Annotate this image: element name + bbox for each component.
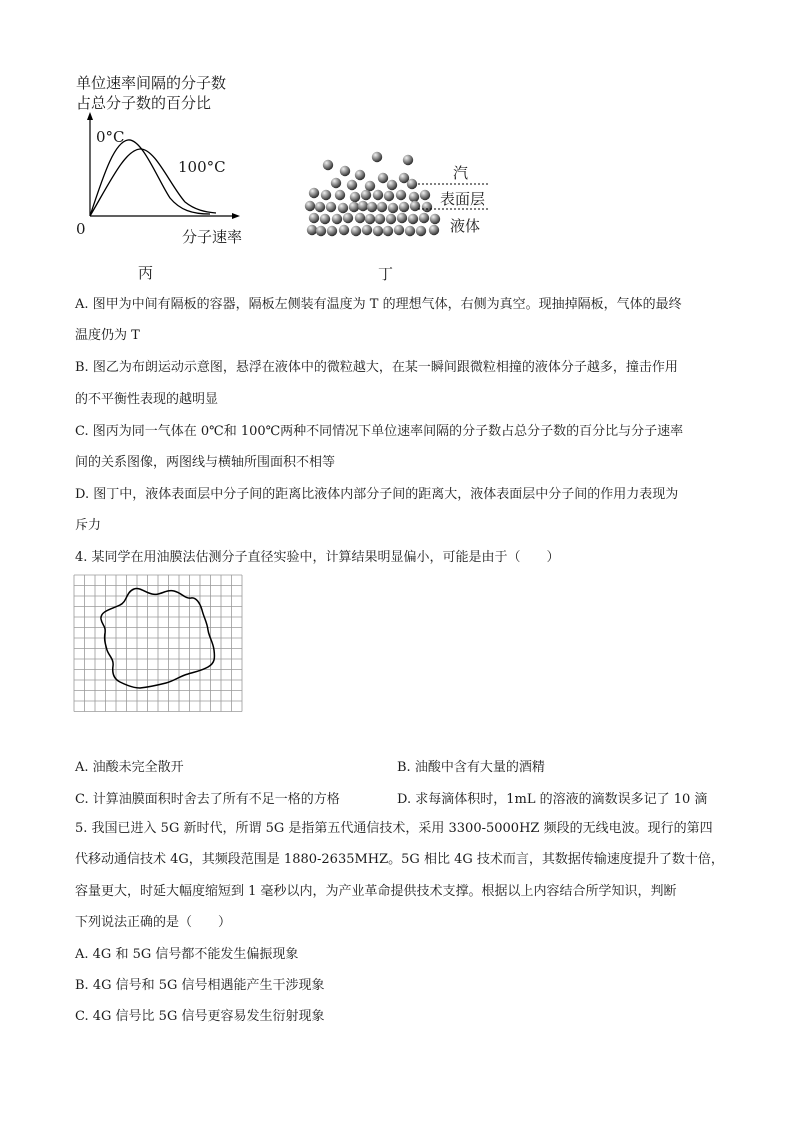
q5-option-b: B. 4G 信号和 5G 信号相遇能产生干涉现象 xyxy=(75,978,325,993)
figure-caption-ding: 丁 xyxy=(378,265,394,283)
q3-option-b-line2: 的不平衡性表现的越明显 xyxy=(75,392,219,407)
molecule xyxy=(403,155,413,165)
q3-option-c-line2: 间的关系图像，两图线与横轴所围面积不相等 xyxy=(75,455,336,470)
molecule xyxy=(386,214,396,224)
molecule xyxy=(321,190,331,200)
molecule xyxy=(422,202,432,212)
molecule xyxy=(361,190,371,200)
q5-stem-line1: 5. 我国已进入 5G 新时代，所谓 5G 是指第五代通信技术，采用 3300-5000HZ 频段的无线电波。现行的第四 xyxy=(75,821,713,836)
figure-bing xyxy=(70,70,270,285)
molecule xyxy=(355,170,365,180)
q4-option-a: A. 油酸未完全散开 xyxy=(75,760,184,775)
molecule xyxy=(378,173,388,183)
molecule xyxy=(399,202,409,212)
grid-lines xyxy=(74,575,242,712)
q3-option-b-line1: B. 图乙为布朗运动示意图，悬浮在液体中的微粒越大，在某一瞬间跟微粒相撞的液体分子越多，撞击作用 xyxy=(75,360,678,375)
molecule xyxy=(416,226,426,236)
x-axis-arrow xyxy=(232,213,240,219)
molecule xyxy=(372,152,382,162)
molecule xyxy=(320,214,330,224)
molecule xyxy=(407,179,417,189)
molecule xyxy=(397,213,407,223)
curve-0c xyxy=(90,140,210,216)
molecule xyxy=(419,213,429,223)
y-axis-title-line2: 占总分子数的百分比 xyxy=(76,94,212,112)
molecule xyxy=(326,202,336,212)
molecule xyxy=(349,202,359,212)
q4-option-b: B. 油酸中含有大量的酒精 xyxy=(397,760,545,775)
molecule xyxy=(410,201,420,211)
molecule xyxy=(388,203,398,213)
molecule xyxy=(384,191,394,201)
q5-option-c: C. 4G 信号比 5G 信号更容易发生衍射现象 xyxy=(75,1009,325,1024)
molecule-group xyxy=(305,152,440,236)
molecule xyxy=(350,192,360,202)
molecule xyxy=(339,225,349,235)
x-axis-label: 分子速率 xyxy=(182,228,243,246)
q3-option-d-line1: D. 图丁中，液体表面层中分子间的距离比液体内部分子间的距离大，液体表面层中分子间的作用力表现为 xyxy=(75,487,679,502)
molecule xyxy=(343,213,353,223)
y-axis-title-line1: 单位速率间隔的分子数 xyxy=(76,74,227,92)
molecule xyxy=(377,202,387,212)
molecule xyxy=(365,181,375,191)
molecule xyxy=(305,201,315,211)
molecule xyxy=(327,226,337,236)
q4-option-c: C. 计算油膜面积时舍去了所有不足一格的方格 xyxy=(75,792,340,807)
molecule xyxy=(338,203,348,213)
molecule xyxy=(358,201,368,211)
molecule xyxy=(307,225,317,235)
q4-stem: 4. 某同学在用油膜法估测分子直径实验中，计算结果明显偏小，可能是由于（ ） xyxy=(75,550,560,565)
molecule xyxy=(408,214,418,224)
molecule xyxy=(323,160,333,170)
q5-option-a: A. 4G 和 5G 信号都不能发生偏振现象 xyxy=(75,947,299,962)
molecule xyxy=(373,226,383,236)
vapor-label: 汽 xyxy=(453,164,469,182)
molecule xyxy=(387,180,397,190)
molecule xyxy=(309,188,319,198)
molecule xyxy=(396,190,406,200)
molecule xyxy=(355,213,365,223)
molecule xyxy=(315,202,325,212)
molecule xyxy=(383,226,393,236)
q5-stem-line4: 下列说法正确的是（ ） xyxy=(75,915,232,930)
molecule xyxy=(405,226,415,236)
molecule xyxy=(340,166,350,176)
molecule xyxy=(365,214,375,224)
origin-label: 0 xyxy=(76,220,86,238)
oil-film-grid xyxy=(74,575,244,715)
molecule xyxy=(367,202,377,212)
molecule xyxy=(362,225,372,235)
liquid-label: 液体 xyxy=(450,217,481,235)
figure-ding xyxy=(300,145,500,285)
curve-100c-label: 100°C xyxy=(178,158,226,176)
q4-option-d: D. 求每滴体积时，1mL 的溶液的滴数误多记了 10 滴 xyxy=(397,792,708,807)
molecule xyxy=(335,190,345,200)
molecule xyxy=(375,214,385,224)
molecule xyxy=(420,190,430,200)
q5-stem-line2: 代移动通信技术 4G，其频段范围是 1880-2635MHZ。5G 相比 4G 技术而言，其数据传输速度提升了数十倍， xyxy=(75,852,724,867)
molecule xyxy=(309,213,319,223)
curve-0c-label: 0°C xyxy=(96,128,125,146)
molecule xyxy=(409,192,419,202)
figure-caption-bing: 丙 xyxy=(138,264,154,282)
molecule xyxy=(316,226,326,236)
molecule xyxy=(373,190,383,200)
q3-option-a-line2: 温度仍为 T xyxy=(75,328,140,343)
molecule xyxy=(347,180,357,190)
q3-option-a-line1: A. 图甲为中间有隔板的容器，隔板左侧装有温度为 T 的理想气体，右侧为真空。现抽掉隔板，气体的最终 xyxy=(75,297,682,312)
q3-option-c-line1: C. 图丙为同一气体在 0℃和 100℃两种不同情况下单位速率间隔的分子数占总分子数的百分比与分子速率 xyxy=(75,424,684,439)
q3-option-d-line2: 斥力 xyxy=(75,518,102,533)
y-axis-arrow xyxy=(87,112,93,120)
molecule xyxy=(429,225,439,235)
molecule xyxy=(351,226,361,236)
surface-layer-label: 表面层 xyxy=(440,190,486,208)
molecule xyxy=(332,214,342,224)
q5-stem-line3: 容量更大，时延大幅度缩短到 1 毫秒以内，为产业革命提供技术支撑。根据以上内容结合所学知识，判断 xyxy=(75,884,677,899)
molecule xyxy=(331,178,341,188)
molecule xyxy=(430,214,440,224)
molecule xyxy=(394,225,404,235)
